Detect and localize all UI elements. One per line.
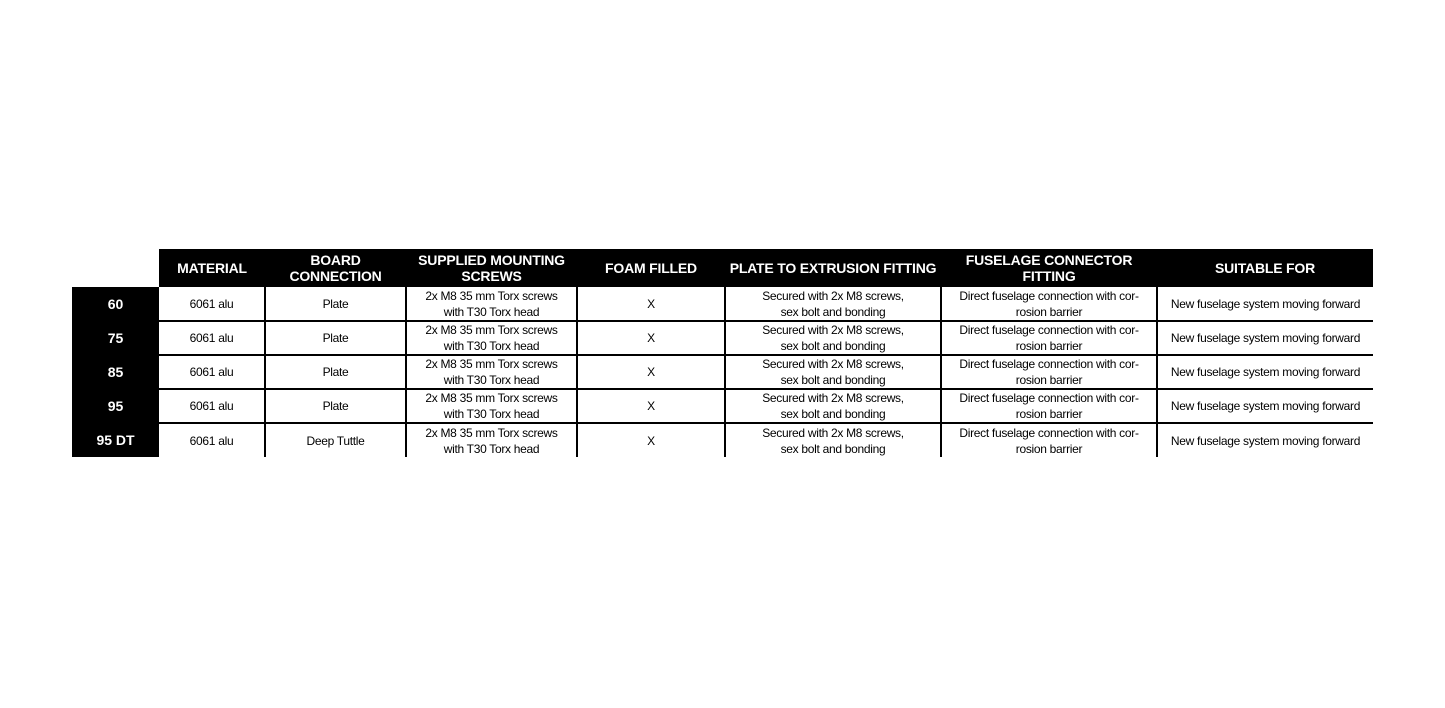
cell-fuselage-connector-fitting: Direct fuselage connection with cor- rosion barrier	[941, 355, 1157, 389]
column-header-suitable-for: SUITABLE FOR	[1157, 249, 1373, 287]
cell-foam-filled: X	[577, 423, 725, 457]
cell-supplied-mounting-screws: 2x M8 35 mm Torx screws with T30 Torx head	[406, 355, 577, 389]
column-header-foam-filled: FOAM FILLED	[577, 249, 725, 287]
cell-board-connection: Plate	[265, 389, 406, 423]
cell-foam-filled: X	[577, 321, 725, 355]
column-header-fuselage-connector-fitting: FUSELAGE CONNECTOR FITTING	[941, 249, 1157, 287]
column-header-material: MATERIAL	[159, 249, 265, 287]
row-label: 75	[72, 321, 159, 355]
cell-fuselage-connector-fitting: Direct fuselage connection with cor- rosion barrier	[941, 321, 1157, 355]
column-header-plate-to-extrusion-fitting: PLATE TO EXTRUSION FITTING	[725, 249, 941, 287]
row-label: 95	[72, 389, 159, 423]
table-row	[72, 389, 1373, 423]
column-header-supplied-mounting-screws: SUPPLIED MOUNTING SCREWS	[406, 249, 577, 287]
cell-fuselage-connector-fitting: Direct fuselage connection with cor- rosion barrier	[941, 389, 1157, 423]
cell-foam-filled: X	[577, 287, 725, 321]
cell-plate-to-extrusion-fitting: Secured with 2x M8 screws, sex bolt and bonding	[725, 355, 941, 389]
cell-fuselage-connector-fitting: Direct fuselage connection with cor- rosion barrier	[941, 287, 1157, 321]
cell-suitable-for: New fuselage system moving forward	[1157, 423, 1373, 457]
cell-supplied-mounting-screws: 2x M8 35 mm Torx screws with T30 Torx head	[406, 287, 577, 321]
row-label: 85	[72, 355, 159, 389]
cell-foam-filled: X	[577, 355, 725, 389]
spec-table	[72, 249, 1373, 457]
cell-plate-to-extrusion-fitting: Secured with 2x M8 screws, sex bolt and bonding	[725, 321, 941, 355]
cell-material: 6061 alu	[159, 321, 265, 355]
cell-suitable-for: New fuselage system moving forward	[1157, 355, 1373, 389]
cell-plate-to-extrusion-fitting: Secured with 2x M8 screws, sex bolt and bonding	[725, 287, 941, 321]
cell-material: 6061 alu	[159, 287, 265, 321]
cell-suitable-for: New fuselage system moving forward	[1157, 389, 1373, 423]
table-row	[72, 355, 1373, 389]
cell-suitable-for: New fuselage system moving forward	[1157, 321, 1373, 355]
header-row	[72, 249, 1373, 287]
table-row	[72, 321, 1373, 355]
corner-cell	[72, 249, 159, 287]
cell-plate-to-extrusion-fitting: Secured with 2x M8 screws, sex bolt and bonding	[725, 389, 941, 423]
cell-material: 6061 alu	[159, 355, 265, 389]
row-label: 95 DT	[72, 423, 159, 457]
cell-fuselage-connector-fitting: Direct fuselage connection with cor- rosion barrier	[941, 423, 1157, 457]
table-row	[72, 287, 1373, 321]
cell-plate-to-extrusion-fitting: Secured with 2x M8 screws, sex bolt and bonding	[725, 423, 941, 457]
cell-suitable-for: New fuselage system moving forward	[1157, 287, 1373, 321]
cell-supplied-mounting-screws: 2x M8 35 mm Torx screws with T30 Torx head	[406, 321, 577, 355]
cell-board-connection: Plate	[265, 287, 406, 321]
cell-board-connection: Plate	[265, 355, 406, 389]
row-label: 60	[72, 287, 159, 321]
cell-board-connection: Plate	[265, 321, 406, 355]
cell-supplied-mounting-screws: 2x M8 35 mm Torx screws with T30 Torx head	[406, 389, 577, 423]
cell-supplied-mounting-screws: 2x M8 35 mm Torx screws with T30 Torx head	[406, 423, 577, 457]
cell-foam-filled: X	[577, 389, 725, 423]
table-row	[72, 423, 1373, 457]
cell-material: 6061 alu	[159, 389, 265, 423]
cell-material: 6061 alu	[189, 433, 234, 448]
cell-board-connection: Deep Tuttle	[265, 423, 406, 457]
column-header-board-connection: BOARD CONNECTION	[265, 249, 406, 287]
